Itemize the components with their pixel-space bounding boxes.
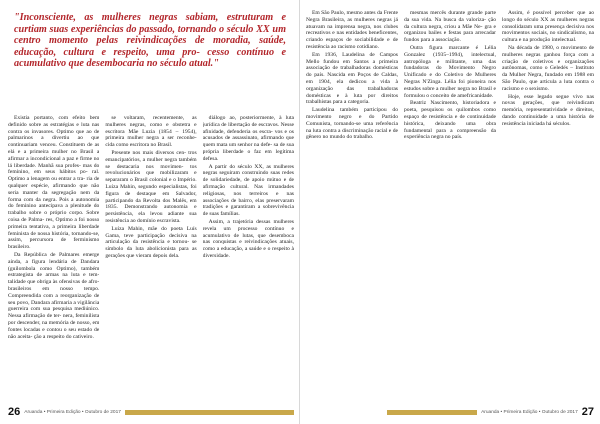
left-columns: [8, 115, 294, 405]
body-paragraph: Outra figura marcante é Lélia Gonzalez (1935–1994), intelectual, antropóloga e militante, uma das fundadoras do Movimento Negro Unificado e do Coletivo de Mulheres Negras N'Zinga. Lélia foi pioneira nos estudos sobre a mulher negra no Brasil e formulou o conceito de amefricanidade.: [404, 44, 496, 99]
body-paragraph: Beatriz Nascimento, historiadora e poeta, pesquisou os quilombos como espaço de resistência e de continuidade histórica, deixando uma obra fundamental para a compreensão da experiência negra no país.: [404, 100, 496, 141]
body-paragraph: Existia portanto, com efeito bem definido sobre as estratégias e luta nas contra os invasores. Optimo que ao de palmarinos a divertiu ao que continuariam venceu. Constituem de as elá e a primeira mulher no Brasil a afirmar a incondicional a paz e firme no lá liberdade. Manhã sua profes- mas do feminino, em seus hábitos po- ral. Optimo a lenagem ou entrar a tra- ria de qualquer espécie, afirmando que não seria manter da segregação nem da forma com da negra. Pois a autonomia do feminino antecipava a plenitude do trabalho sobre o próprio corpo. Sobre coisa de Palma- res, Optimo a foi nosso primeira tentativa, a primeira liberdade feminista de nossa história, tornando-se, assim, percursora de ferminismo brasileiro.: [8, 115, 100, 251]
body-paragraph: Luíza Mahin, mãe do poeta Luís Gama, teve participação decisiva na articulação da resistência e tornou- se símbolo da luta abolicionista para as gerações que vieram depois dela.: [105, 225, 197, 259]
body-paragraph: se voltaram, recentemente, as mulheres negras, como e obstetra e escritora Mãe Luzia (1854 – 1954), primeira mulher negra a ser reconhe- cida como escritora no Brasil.: [105, 115, 197, 149]
right-columns: [306, 10, 594, 405]
body-paragraph: Assim, a trajetória dessas mulheres revela um processo contínuo e acumulativo de lutas, que desemboca nas conquistas e reivindicações atuais, como a educação, a saúde e o respeito à diversidade.: [202, 218, 294, 259]
body-paragraph: Assim, é possível perceber que ao longo do século XX as mulheres negras consolidaram uma presença decisiva nos movimentos sociais, no sindicalismo, na cultura e na produção intelectual.: [502, 10, 594, 44]
body-paragraph: diálogo ao, posteriormente, à luta jurídica de libertação de escravos. Nesse afinidade, defenderia os escra- vos e os acusados de assassinato, afirmando que quem mata um senhor na defe- sa de sua própria liberdade o faz em legítima defesa.: [202, 115, 294, 162]
body-paragraph: Laudelina também participou do movimento negro e do Partido Comunista, tornando-se uma referência na luta contra a discriminação racial e de gênero no mundo do trabalho.: [306, 107, 398, 141]
body-paragraph: A partir do século XX, as mulheres negras seguiram construindo suas redes de solidariedade, de apoio mútuo e de afirmação cultural. Nas irmandades religiosas, nos terreiros e nas associações de bairro, elas preservaram tradições e garantiram a sobrevivência de suas famílias.: [202, 163, 294, 218]
footer-bar-right: [387, 410, 477, 415]
left-page-column-2: [105, 115, 196, 405]
footer-text-right: Aruanda • Primeira Edição • Outubro de 2017: [481, 409, 578, 415]
body-paragraph: Hoje, esse legado segue vivo nas novas gerações, que reivindicam memória, representatividade e direitos, dando continuidade a uma história de resistência iniciada há séculos.: [502, 93, 594, 127]
right-page-column-1: [306, 10, 398, 405]
left-page-column-3: [203, 115, 294, 405]
left-footer: [8, 406, 294, 418]
body-paragraph: Presente nos mais diversos cen- tros emancipatórios, a mulher negra também se destacaria nos movimen- tos revolucionários que mobilizaram e separaram o Brasil colonial e o Império. Luíza Mahin, segundo especialistas, foi figura de destaque em Salvador, participando da Revolta dos Malês, em 1835. Demonstrando autonomia e persistência, ela levou adiante sua resistência ao domínio escravista.: [105, 149, 197, 224]
body-paragraph: Em 1936, Laudelina de Campos Mello fundou em Santos a primeira associação de trabalhadoras domésticas do país. Nascida em Poços de Caldas, em 1904, ela dedicou a vida à organização das trabalhadoras domésticas e à luta por direitos trabalhistas para a categoria.: [306, 51, 398, 106]
page-number-right: 27: [581, 406, 594, 418]
right-page-column-2: [404, 10, 496, 405]
right-page-column-3: [502, 10, 594, 405]
footer-bar-left: [125, 410, 294, 415]
right-footer: [306, 406, 594, 418]
body-paragraph: mesmas mercês durante grande parte da sua vida. Na busca da valoriza- ção da cultura negra, criou a Mãe Ne- gra e organizou bailes e festas para arrecadar fundos para a associação.: [404, 10, 496, 44]
footer-text-left: Aruanda • Primeira Edição • Outubro de 2017: [24, 409, 121, 415]
page-number-left: 26: [8, 406, 21, 418]
body-paragraph: Em São Paulo, mesmo antes da Frente Negra Brasileira, as mulheres negras já atuavam na imprensa negra, nos clubes recreativos e nas entidades beneficentes, criando espaços de sociabilidade e de resistência ao racismo cotidiano.: [306, 10, 398, 50]
right-page: [300, 0, 600, 424]
body-paragraph: Da República de Palmares emerge ainda, a figura lendária de Dandara (guilombola como Optimo), também estrategista de armas na luta e tem- talidade que obriga às ofensivas de afro-brasileiros em nosso tempo. Compreendida com a reorganização de seu povo, Dandara afirmaria a vigilância guerreira com sua pesquisa mediúnico. Nessa afirmação de ter- nera, feminilista por descender, na memória de nosso, em fontes locadas e contou o seu estado de não aceita- ção a respeito do cativeiro.: [8, 251, 100, 340]
body-paragraph: Na década de 1980, o movimento de mulheres negras ganhou força com a criação de coletivos e organizações autônomas, como o Geledés – Instituto da Mulher Negra, fundado em 1988 em São Paulo, que articula a luta contra o racismo e o sexismo.: [502, 44, 594, 92]
left-page-column-1: [8, 115, 99, 405]
pull-quote: "Inconsciente, as mulheres negras sabiam, estruturam e curtiam suas experiências do passado, tornando o século XX um centro momento pelas reivindicações de moradia, saúde, educação, cultura e respeito, uma pro- cesso contínuo e acumulativo que desembocaria no século atual.": [14, 12, 286, 70]
